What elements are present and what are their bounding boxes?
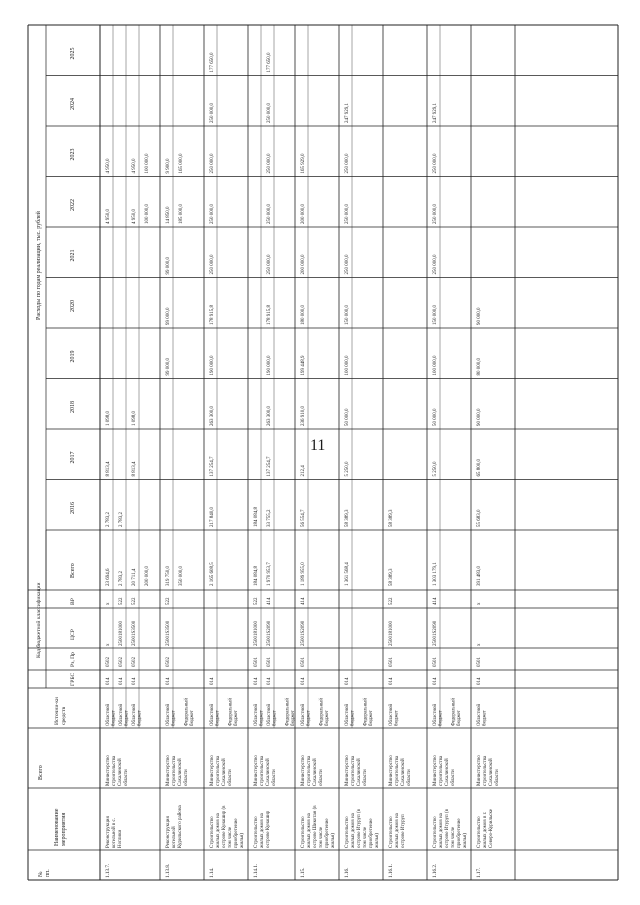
row-year-value: 150 000,0 [433, 305, 438, 325]
row-source: бюджет [124, 710, 130, 726]
row-year-value: 2 783,2 [119, 512, 124, 527]
row-year-value: 263 300,0 [267, 406, 272, 426]
row-name: жилья) [331, 833, 336, 848]
row-executor: строительства [351, 755, 356, 786]
header-number: пп. [45, 869, 51, 877]
row-source: Областной [210, 703, 215, 726]
row-executor: Министерство [433, 755, 438, 786]
row-vr: 414 [267, 597, 272, 605]
row-name: Реконструкция [166, 816, 171, 848]
row-name: острове Итуруп (в [357, 808, 362, 848]
row-year-value: 250 000,0 [433, 153, 438, 174]
row-executor: строительства [112, 755, 117, 786]
row-number: 1.16.1. [388, 863, 394, 878]
row-source: Областной [301, 703, 306, 726]
row-number: 1.16.2. [432, 863, 438, 878]
row-name: острове Итуруп [401, 814, 406, 848]
row-number: 1.13.7. [105, 863, 111, 878]
row-csr: 25001S2090 [267, 620, 272, 646]
row-name: Строительство [345, 816, 350, 848]
row-grbs: 014 [210, 677, 215, 685]
row-executor: Министерство [210, 755, 215, 786]
row-total: 184 084,8 [254, 566, 259, 586]
row-name: Ноглики [118, 829, 123, 848]
row-executor: области [228, 769, 233, 786]
row-executor: Сахалинской [266, 758, 271, 786]
row-csr: 2500181000 [119, 621, 124, 646]
row-csr: 25001S2090 [433, 620, 438, 646]
row-source: Областной [106, 703, 111, 726]
row-vr: 414 [433, 597, 438, 605]
row-number: 1.15. [300, 867, 306, 878]
row-name: Реконструкция [106, 816, 111, 848]
row-csr: x [106, 643, 111, 646]
row-source: бюджет [137, 710, 143, 726]
row-source: Областной [345, 703, 350, 726]
row-total: 23 694,6 [106, 568, 111, 586]
row-total: 2 165 608,5 [210, 562, 215, 586]
row-year-value: 184 084,8 [254, 507, 259, 527]
row-year-value: 250 000,0 [210, 103, 215, 123]
row-year-value: 190 000,0 [267, 355, 272, 376]
header-year: 2024 [70, 98, 76, 110]
row-rzpr: 0502 [166, 657, 171, 667]
row-year-value: 33 755,2 [267, 509, 272, 527]
header-year: 2017 [70, 451, 76, 464]
row-csr: 2500181000 [389, 621, 394, 646]
row-source: Федеральный [319, 698, 325, 726]
row-year-value: 150 000,0 [345, 305, 350, 325]
row-name: острове Шикотан (в [313, 805, 318, 848]
row-year-value: 5 250,0 [345, 461, 350, 477]
row-year-value: 250 000,0 [345, 254, 350, 275]
row-year-value: 263 300,0 [210, 406, 215, 426]
header-year: 2021 [70, 249, 76, 262]
row-source: бюджет [457, 710, 462, 726]
row-source: Федеральный [285, 698, 291, 726]
row-source: бюджет [234, 710, 239, 726]
row-year-value: 55 683,0 [477, 509, 482, 527]
row-source: Областной [477, 703, 482, 726]
row-executor: Сахалинской [178, 758, 183, 786]
header-grbs: ГРБС [70, 672, 76, 686]
row-source: Федеральный [184, 698, 190, 726]
row-source: Областной [389, 703, 394, 726]
row-name: острове Кунашир (в [222, 805, 227, 848]
row-name: приобретение [369, 818, 374, 848]
row-rzpr: 0502 [106, 657, 111, 667]
row-executor: Министерство [389, 755, 394, 786]
row-source: бюджет [190, 710, 195, 726]
row-source: бюджет [306, 710, 312, 726]
row-total: 58 389,3 [389, 568, 394, 586]
page-number: 11 [310, 437, 326, 454]
header-year: 2022 [70, 199, 76, 211]
row-year-value: 4 950,0 [132, 158, 137, 174]
row-year-value: 8 813,4 [132, 461, 137, 477]
row-executor: области [407, 769, 412, 786]
header-source: Источни-ки [54, 697, 60, 725]
row-executor: области [451, 769, 456, 786]
row-grbs: 014 [132, 677, 137, 685]
row-total: 1 970 953,7 [267, 562, 272, 586]
row-executor: строительства [172, 755, 177, 786]
row-grbs: 014 [119, 677, 124, 685]
row-vr: 414 [301, 597, 306, 605]
row-source: бюджет [325, 710, 330, 726]
row-year-value: 1 098,0 [106, 411, 111, 426]
row-executor: Сахалинской [118, 758, 123, 786]
row-year-value: 8 813,4 [106, 461, 111, 477]
row-year-value: 177 650,0 [210, 52, 215, 73]
header-csr: ЦСР [70, 629, 76, 640]
row-vr: 522 [254, 597, 259, 605]
row-executor: Сахалинской [445, 758, 450, 786]
row-vr: 522 [119, 597, 124, 605]
row-name: приобретение [457, 818, 462, 848]
row-executor: области [124, 769, 129, 786]
row-executor: области [363, 769, 368, 786]
row-vr: 522 [132, 597, 137, 605]
row-year-value: 99 000,0 [166, 358, 171, 376]
row-name: жилых домов на [260, 813, 265, 848]
row-executor: Сахалинской [489, 758, 494, 786]
row-executor: области [184, 769, 189, 786]
row-executor: строительства [395, 755, 400, 786]
header-year: 2023 [70, 148, 76, 161]
row-grbs: 014 [254, 677, 259, 685]
row-name: Строительство [389, 816, 394, 848]
row-name: Строительство [254, 816, 259, 848]
header-total: Всего [70, 563, 76, 578]
row-rzpr: 0501 [254, 657, 259, 667]
row-year-value: 50 000,0 [345, 408, 350, 426]
row-name: жилья) [240, 833, 245, 848]
row-executor: Сахалинской [357, 758, 362, 786]
row-name: Курильского района [178, 805, 183, 848]
row-year-value: 90 000,0 [477, 408, 482, 426]
row-year-value: 180 000,0 [301, 305, 306, 325]
row-grbs: 014 [301, 677, 306, 685]
header-year: 2018 [70, 401, 76, 413]
row-executor: строительства [260, 755, 265, 786]
row-year-value: 250 000,0 [267, 153, 272, 174]
row-source: бюджет [350, 710, 356, 726]
row-year-value: 14 850,0 [166, 206, 171, 224]
row-name: жилых домов на [351, 813, 356, 848]
row-year-value: 165 929,0 [301, 153, 306, 174]
row-name: жилья) [375, 833, 380, 848]
row-name: том числе [228, 826, 233, 848]
row-executor: Министерство [166, 755, 171, 786]
row-year-value: 56 554,7 [301, 509, 306, 527]
header-executor: Всего [38, 765, 44, 780]
row-grbs: 014 [433, 677, 438, 685]
row-year-value: 137 254,7 [267, 456, 272, 477]
row-name: Строительство [210, 816, 215, 848]
row-name: жилых домов на [216, 813, 221, 848]
row-grbs: 014 [477, 677, 482, 685]
row-name: Северо-Курильске [489, 809, 494, 848]
row-rzpr: 0501 [267, 657, 272, 667]
row-grbs: 014 [345, 677, 350, 685]
row-year-value: 200 000,0 [301, 254, 306, 275]
row-total: 200 000,0 [145, 566, 150, 586]
row-name: том числе [363, 826, 368, 848]
row-year-value: 247 929,1 [433, 103, 438, 123]
row-executor: области [319, 769, 324, 786]
row-executor: Сахалинской [401, 758, 406, 786]
row-rzpr: 0501 [301, 657, 306, 667]
row-year-value: 190 000,0 [210, 355, 215, 376]
row-year-value: 217 840,0 [210, 507, 215, 527]
row-year-value: 99 000,0 [166, 257, 171, 275]
row-executor: Министерство [477, 755, 482, 786]
row-rzpr: 0501 [433, 657, 438, 667]
row-source: Областной [166, 703, 171, 726]
row-executor: Министерство [106, 755, 111, 786]
row-year-value: 100 000,0 [145, 153, 150, 174]
row-source: бюджет [171, 710, 177, 726]
row-name: Строительство [433, 816, 438, 848]
row-year-value: 4 950,0 [132, 209, 137, 224]
row-name: острове Итуруп (в [445, 808, 450, 848]
row-rzpr: 0502 [119, 657, 124, 667]
row-year-value: 199 448,9 [301, 355, 306, 376]
row-year-value: 99 000,0 [166, 307, 171, 325]
row-year-value: 200 000,0 [301, 204, 306, 224]
header-expenses: Расходы по годам реализации, тыс. рублей [36, 211, 42, 320]
row-source: Областной [433, 703, 438, 726]
row-total: 2 783,2 [119, 571, 124, 586]
row-year-value: 4 950,0 [106, 158, 111, 174]
row-year-value: 250 000,0 [433, 204, 438, 224]
row-source: бюджет [291, 710, 296, 726]
row-source: бюджет [111, 710, 117, 726]
row-csr: x [477, 643, 482, 646]
row-executor: Министерство [345, 755, 350, 786]
row-year-value: 185 000,0 [179, 204, 184, 224]
row-name: котельной [172, 826, 177, 848]
row-csr: 25001S3500 [166, 620, 171, 646]
row-source: бюджет [259, 710, 265, 726]
row-name: жилых домов на [307, 813, 312, 848]
row-executor: Сахалинской [222, 758, 227, 786]
row-year-value: 65 800,0 [477, 459, 482, 477]
header-year: 2016 [70, 502, 76, 514]
row-name: острове Кунашир [266, 810, 271, 848]
header-year: 2020 [70, 300, 76, 312]
row-year-value: 80 000,0 [477, 358, 482, 376]
row-number: 1.13.8. [165, 863, 171, 878]
row-year-value: 50 000,0 [433, 408, 438, 426]
row-source: бюджет [438, 710, 444, 726]
row-number: 1.17. [476, 867, 482, 878]
row-year-value: 58 389,3 [389, 509, 394, 527]
row-year-value: 100 000,0 [145, 204, 150, 224]
row-source: бюджет [482, 710, 488, 726]
row-year-value: 4 950,0 [106, 209, 111, 224]
header-year: 2025 [70, 47, 76, 60]
row-source: Областной [267, 703, 272, 726]
row-executor: строительства [483, 755, 488, 786]
row-name: жилых домов на [395, 813, 400, 848]
row-total: 350 000,0 [179, 566, 184, 586]
row-rzpr: 0501 [477, 657, 482, 667]
row-year-value: 250 000,0 [345, 204, 350, 224]
header-year: 2019 [70, 350, 76, 363]
header-code-group: Код бюджетной классификации [36, 582, 42, 658]
row-year-value: 250 000,0 [210, 254, 215, 275]
row-year-value: 247 929,1 [345, 103, 350, 123]
row-year-value: 58 389,3 [345, 509, 350, 527]
row-source: Федеральный [363, 698, 369, 726]
row-year-value: 250 000,0 [433, 254, 438, 275]
row-name: том числе [319, 826, 324, 848]
row-source: бюджет [272, 710, 278, 726]
row-executor: области [272, 769, 277, 786]
row-source: бюджет [215, 710, 221, 726]
row-year-value: 250 000,0 [345, 153, 350, 174]
row-executor: Министерство [254, 755, 259, 786]
row-name: жилья) [463, 833, 468, 848]
row-year-value: 250 000,0 [210, 204, 215, 224]
row-year-value: 250 000,0 [267, 254, 272, 275]
row-year-value: 250 000,0 [267, 204, 272, 224]
row-grbs: 014 [166, 677, 171, 685]
row-year-value: 212,4 [301, 465, 306, 477]
row-year-value: 100 000,0 [433, 355, 438, 376]
row-name: жилых домов в г. [483, 811, 488, 848]
row-number: 1.14. [209, 867, 215, 878]
row-rzpr: 0502 [132, 657, 137, 667]
row-grbs: 014 [389, 677, 394, 685]
row-source: Областной [132, 703, 137, 726]
row-year-value: 137 254,7 [210, 456, 215, 477]
row-year-value: 178 915,8 [267, 305, 272, 325]
row-executor: области [495, 769, 500, 786]
row-source: бюджет [369, 710, 374, 726]
row-rzpr: 0501 [389, 657, 394, 667]
row-year-value: 236 910,0 [301, 406, 306, 426]
row-csr: 2500181000 [254, 621, 259, 646]
row-total: 1 361 568,4 [345, 562, 350, 586]
row-name: жилых домов на [439, 813, 444, 848]
row-year-value: 9 900,0 [166, 158, 171, 174]
row-year-value: 2 783,2 [106, 512, 111, 527]
row-year-value: 165 000,0 [179, 153, 184, 174]
header-rzpr: Рз, Пр [70, 652, 76, 667]
header-name: Наименование [54, 808, 60, 846]
row-source: Федеральный [228, 698, 234, 726]
row-vr: 522 [389, 597, 394, 605]
row-source: бюджет [394, 710, 400, 726]
row-source: Областной [254, 703, 259, 726]
row-executor: строительства [439, 755, 444, 786]
row-year-value: 178 915,8 [210, 305, 215, 325]
header-name: мероприятия [61, 812, 67, 846]
table-body [28, 25, 618, 880]
row-executor: Министерство [301, 755, 306, 786]
row-year-value: 250 000,0 [267, 103, 272, 123]
row-csr: 25001S3500 [132, 620, 137, 646]
row-vr: 522 [166, 597, 171, 605]
row-vr: x [477, 602, 482, 605]
row-name: приобретение [234, 818, 239, 848]
row-total: 1 303 179,1 [433, 562, 438, 586]
row-executor: строительства [216, 755, 221, 786]
row-name: котельной в с. [112, 818, 117, 848]
row-year-value: 100 000,0 [345, 355, 350, 376]
header-source: средств [61, 706, 67, 725]
header-vr: ВР [70, 598, 76, 605]
row-number: 1.16. [344, 867, 350, 878]
row-year-value: 90 000,0 [477, 307, 482, 325]
row-total: 20 711,4 [132, 568, 137, 586]
row-source: Федеральный [451, 698, 457, 726]
row-total: 391 483,0 [477, 566, 482, 586]
row-grbs: 014 [267, 677, 272, 685]
row-grbs: 014 [106, 677, 111, 685]
row-year-value: 5 250,0 [433, 461, 438, 477]
row-number: 1.14.1. [253, 863, 259, 878]
row-year-value: 1 098,0 [132, 411, 137, 426]
row-name: приобретение [325, 818, 330, 848]
row-executor: Сахалинской [313, 758, 318, 786]
row-executor: строительства [307, 755, 312, 786]
row-vr: x [106, 602, 111, 605]
row-name: том числе [451, 826, 456, 848]
row-year-value: 250 000,0 [210, 153, 215, 174]
row-total: 319 750,0 [166, 566, 171, 586]
row-name: Строительство [477, 816, 482, 848]
row-year-value: 177 650,0 [267, 52, 272, 73]
row-name: Строительство [301, 816, 306, 848]
row-csr: 25001S2090 [301, 620, 306, 646]
row-source: Областной [119, 703, 124, 726]
row-total: 1 189 955,0 [301, 562, 306, 586]
header-number: № [38, 871, 44, 877]
